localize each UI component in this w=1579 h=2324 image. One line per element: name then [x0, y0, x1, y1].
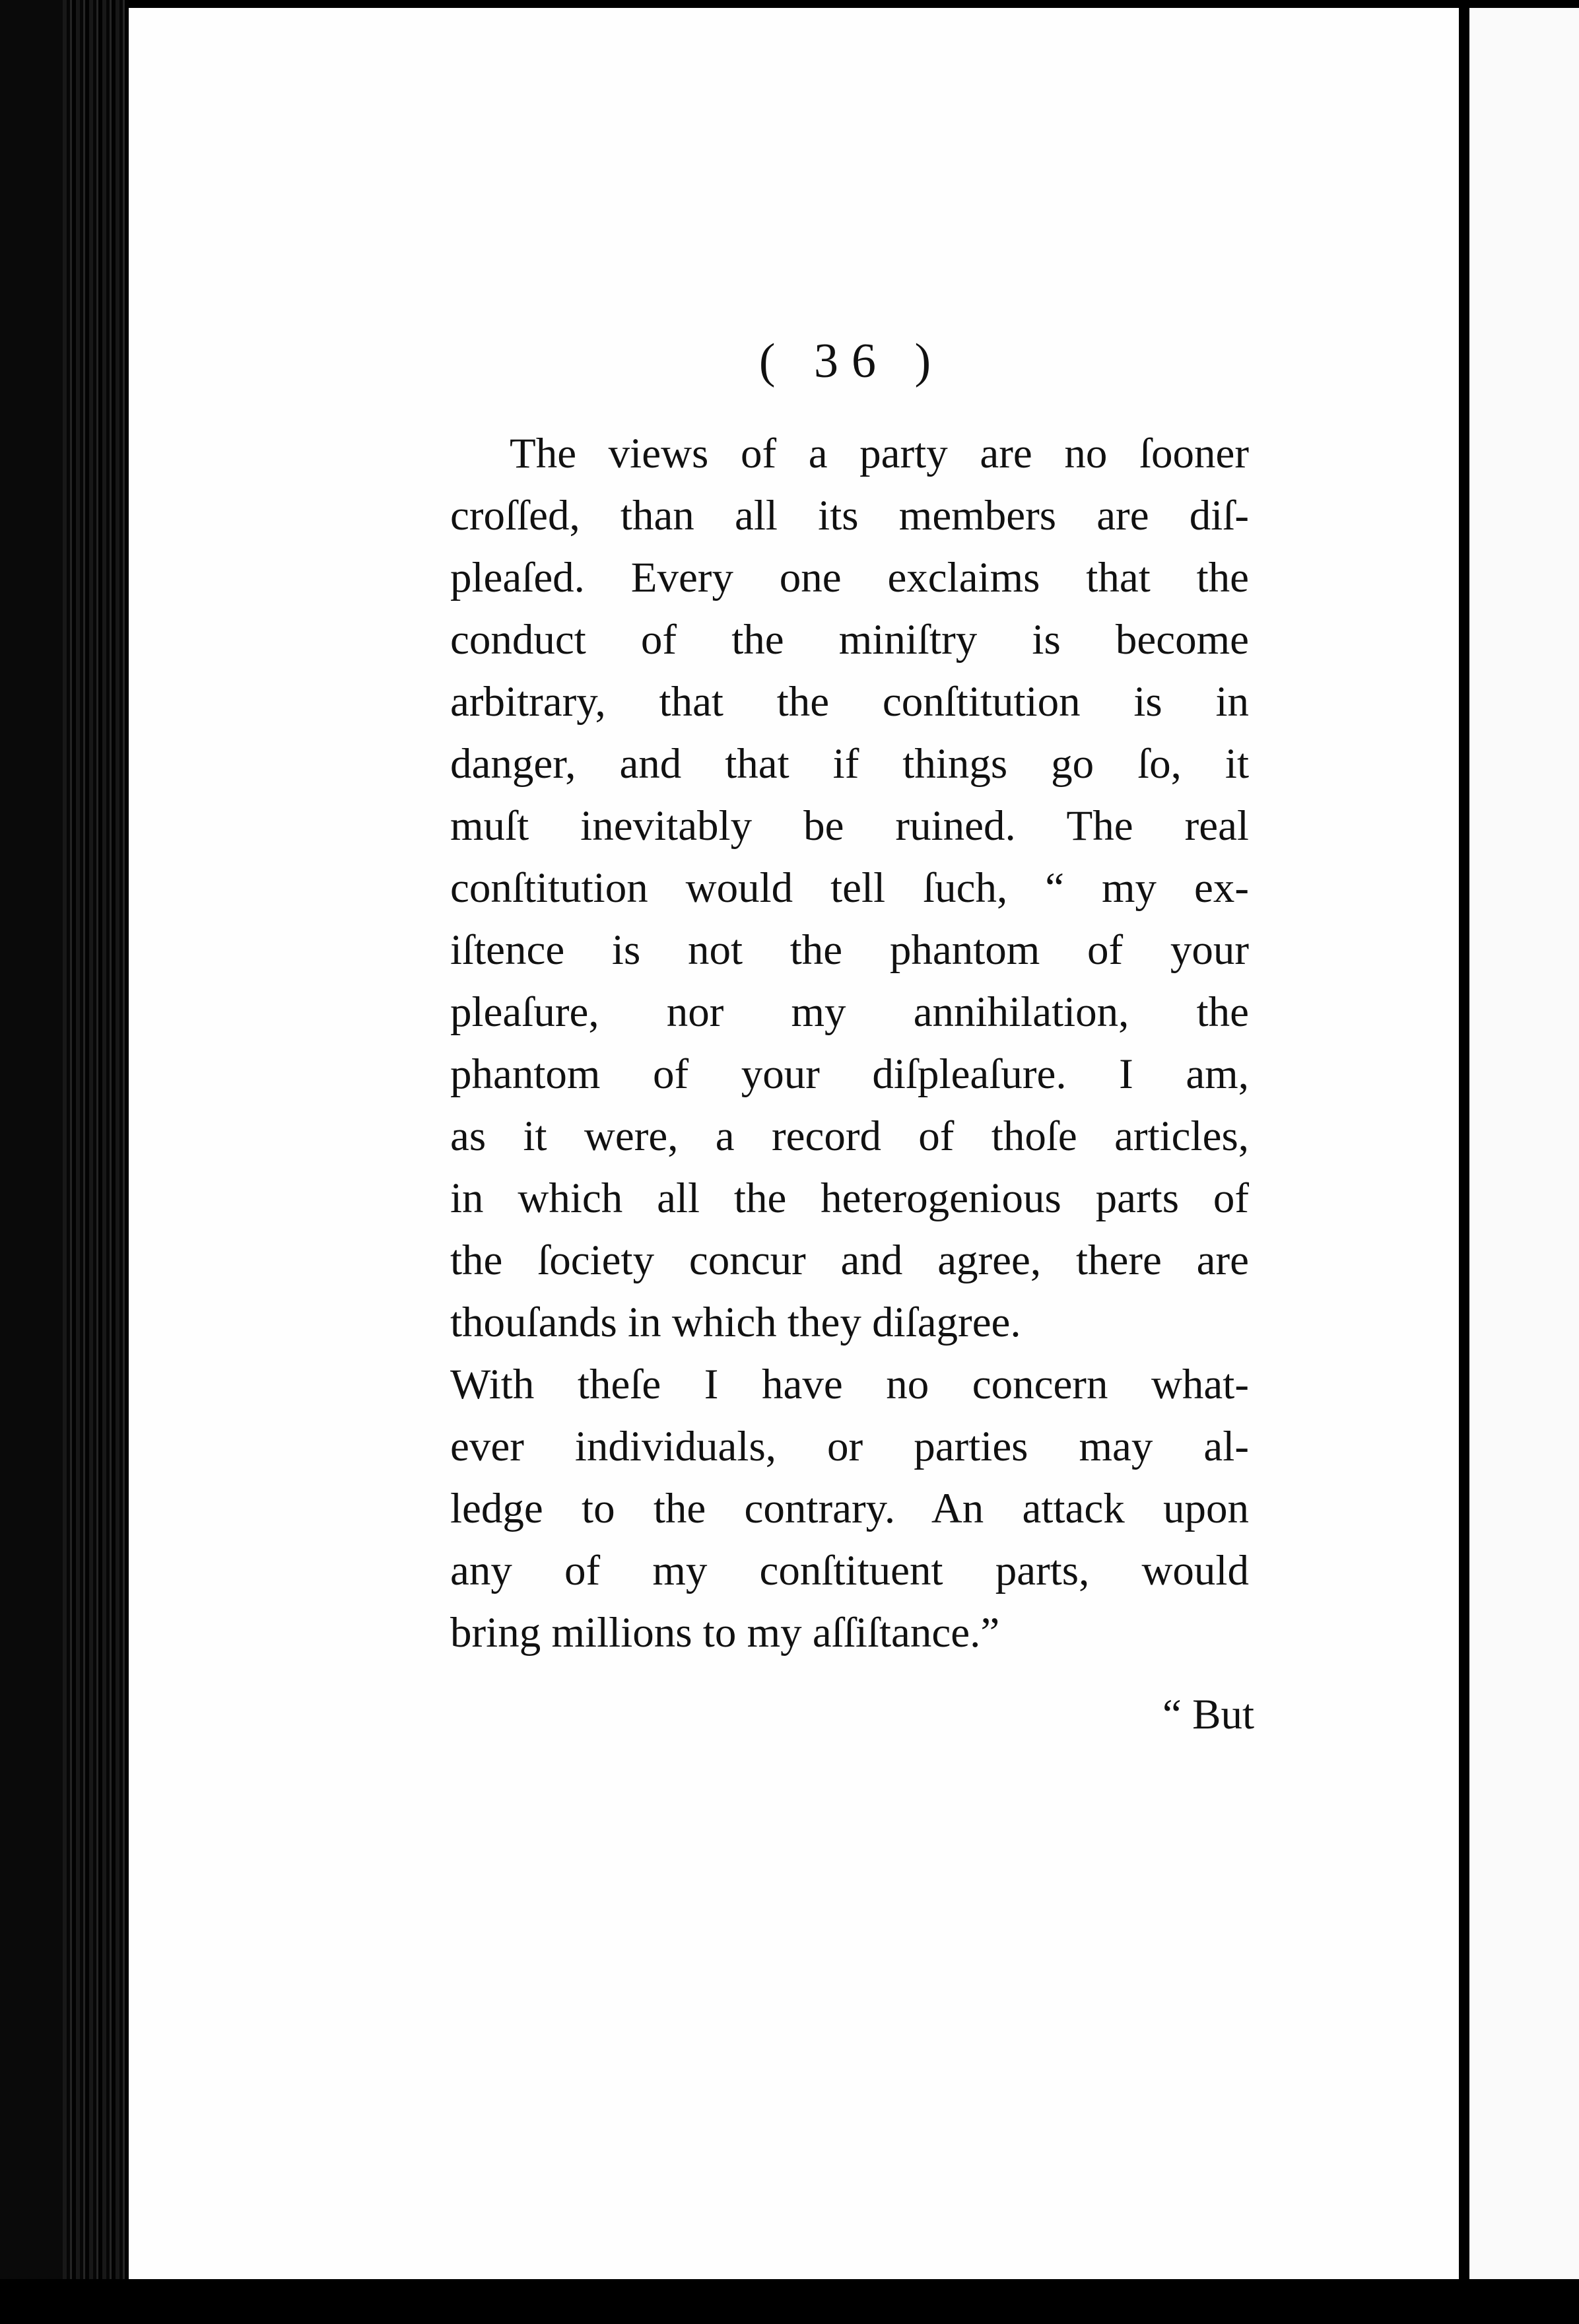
text-line: pleaſure, nor my annihilation, the [450, 988, 1249, 1036]
text-line: croſſed, than all its members are diſ- [450, 492, 1249, 539]
text-line: The views of a party are no ſooner [510, 430, 1249, 477]
binding-texture [63, 0, 129, 2324]
text-line: the ſociety concur and agree, there are [450, 1237, 1249, 1284]
text-line: thouſands in which they diſagree. [450, 1299, 1021, 1346]
facing-page-strip [1469, 8, 1579, 2279]
text-line: conſtitution would tell ſuch, “ my ex- [450, 864, 1249, 912]
text-line: any of my conſtituent parts, would [450, 1547, 1249, 1594]
text-line: arbitrary, that the conſtitution is in [450, 678, 1249, 726]
text-line: ledge to the contrary. An attack upon [450, 1485, 1249, 1532]
text-line: muſt inevitably be ruined. The real [450, 802, 1249, 850]
page-edge [1459, 0, 1469, 2324]
text-line: With theſe I have no concern what- [450, 1361, 1249, 1408]
text-line: conduct of the miniſtry is become [450, 616, 1249, 664]
catchword: “ But [1162, 1691, 1254, 1738]
text-line: bring millions to my aſſiſtance.” [450, 1609, 1000, 1657]
scan-border-bottom [0, 2279, 1579, 2324]
page-number: ( 36 ) [758, 334, 945, 388]
text-line: danger, and that if things go ſo, it [450, 740, 1249, 788]
body-text [450, 423, 1249, 1664]
text-line: in which all the heterogenious parts of [450, 1175, 1249, 1222]
text-line: ever individuals, or parties may al- [450, 1423, 1249, 1470]
binding-gutter [0, 0, 129, 2324]
text-line: phantom of your diſpleaſure. I am, [450, 1050, 1249, 1098]
text-line: iſtence is not the phantom of your [450, 926, 1249, 974]
text-line: pleaſed. Every one exclaims that the [450, 554, 1249, 601]
text-line: as it were, a record of thoſe articles, [450, 1112, 1249, 1160]
